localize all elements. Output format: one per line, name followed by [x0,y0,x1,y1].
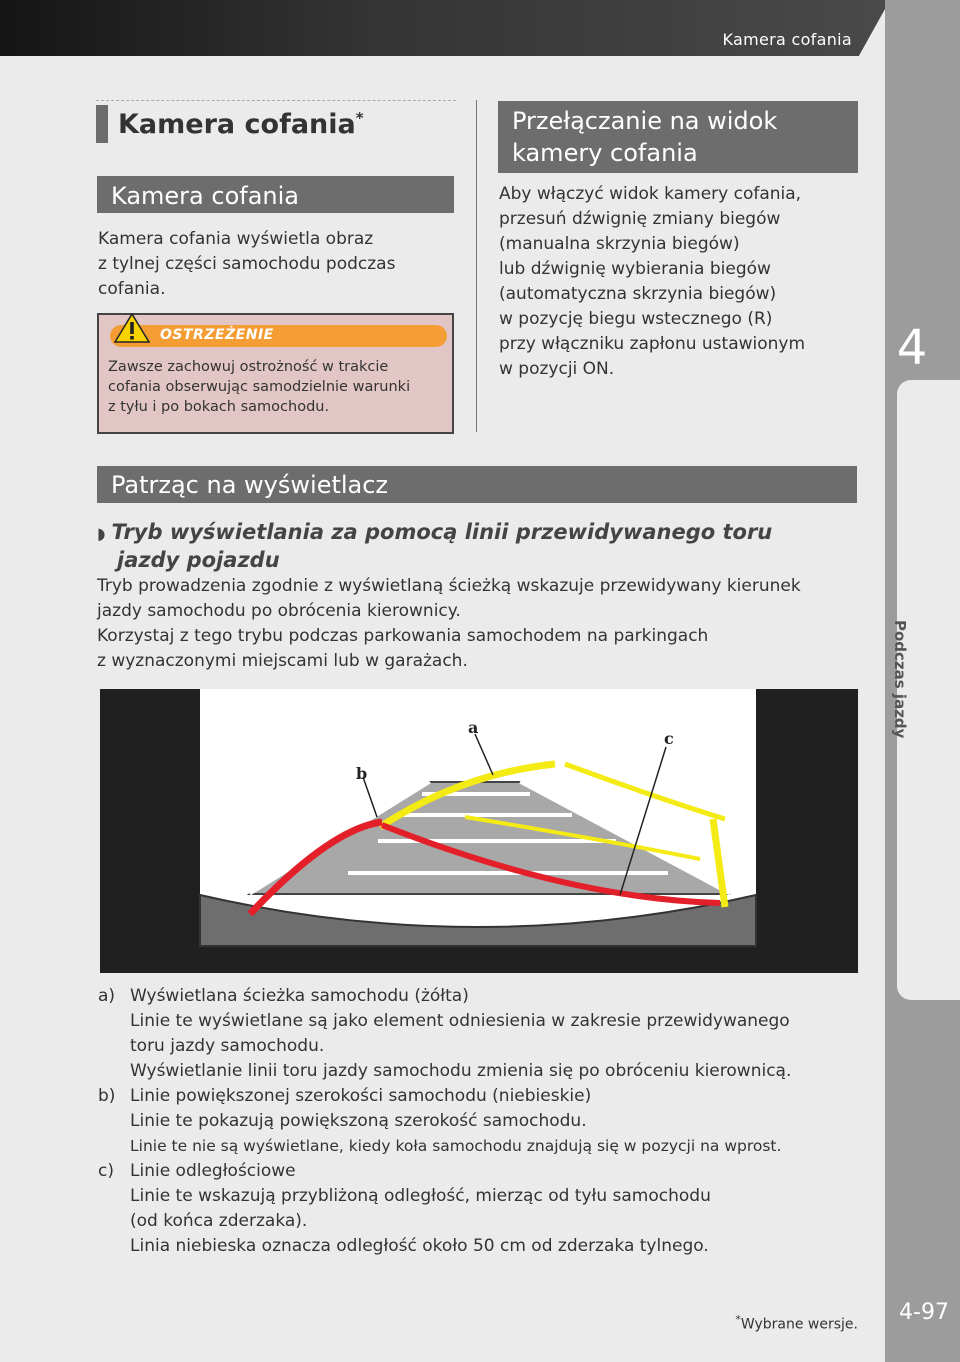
camera-description [98,227,448,302]
chapter-number: 4 [896,320,928,376]
column-divider [476,100,477,432]
warning-triangle-icon [114,313,150,343]
text-line: Aby włączyć widok kamery cofania, [499,184,802,204]
text-line: Kamera cofania wyświetla obraz [98,229,374,249]
legend-line: toru jazdy samochodu. [130,1036,325,1056]
text-line: z wyznaczonymi miejscami lub w garażach. [97,651,468,671]
subheading-line: Tryb wyświetlania za pomocą linii przewidywanego toru [111,520,773,544]
legend-title: Linie odległościowe [130,1161,296,1181]
callout-b: b [356,764,368,783]
legend-line: (od końca zderzaka). [130,1211,308,1231]
legend-item-a [98,984,868,1009]
subheading-line: jazdy pojazdu [117,548,280,572]
text-line: przy włączniku zapłonu ustawionym [499,334,806,354]
main-heading-text: Kamera cofania [118,109,356,140]
text-line: (manualna skrzynia biegów) [499,234,740,254]
version-marker: * [355,109,364,127]
text-line: w pozycji ON. [499,359,615,379]
legend-title: Linie powiększonej szerokości samochodu (niebieskie) [130,1086,592,1106]
legend-key: a) [98,986,116,1006]
warning-text [108,357,450,417]
legend-item-b [98,1084,868,1109]
heading-line: Przełączanie na widok [512,107,778,135]
main-heading [96,100,456,144]
display-description [97,574,867,674]
text-line: Korzystaj z tego trybu podczas parkowania samochodem na parkingach [97,626,709,646]
footnote [735,1313,858,1333]
legend-key: b) [98,1086,116,1106]
legend-line: Wyświetlanie linii toru jazdy samochodu zmienia się po obróceniu kierownicą. [130,1061,792,1081]
legend-line: Linie te nie są wyświetlane, kiedy koła samochodu znajdują się w pozycji na wprost. [130,1137,782,1155]
text-line: Zawsze zachowuj ostrożność w trakcie [108,359,389,375]
rear-camera-display-figure [100,689,858,973]
legend-item-c [98,1159,868,1184]
text-line: lub dźwignię wybierania biegów [499,259,771,279]
text-line: przesuń dźwignię zmiany biegów [499,209,781,229]
legend-line: Linie te pokazują powiększoną szerokość samochodu. [130,1111,587,1131]
chapter-label: Podczas jazdy [891,620,909,739]
section-heading-switching [498,101,858,173]
section-heading-display: Patrząc na wyświetlacz [97,466,857,503]
heading-line: kamery cofania [512,139,698,167]
text-line: jazdy samochodu po obrócenia kierownicy. [97,601,461,621]
text-line: Tryb prowadzenia zgodnie z wyświetlaną ścieżką wskazuje przewidywany kierunek [97,576,801,596]
page-number: 4-97 [899,1300,949,1325]
warning-title: OSTRZEŻENIE [160,327,274,343]
legend-key: c) [98,1161,114,1181]
text-line: z tylnej części samochodu podczas [98,254,396,274]
legend-line: Linie te wyświetlane są jako element odniesienia w zakresie przewidywanego [130,1011,790,1031]
header-title: Kamera cofania [722,30,852,49]
bullet-arrow-icon: ◗ [97,524,106,543]
subheading-trajectory-mode [97,519,797,573]
text-line: (automatyczna skrzynia biegów) [499,284,777,304]
camera-view-diagram [100,689,858,973]
callout-c: c [664,729,674,748]
text-line: z tyłu i po bokach samochodu. [108,399,330,415]
text-line: cofania obserwując samodzielnie warunki [108,379,411,395]
legend-title: Wyświetlana ścieżka samochodu (żółta) [130,986,469,1006]
footnote-text: Wybrane wersje. [740,1316,858,1333]
figure-legend [98,984,868,1259]
switching-instructions [499,182,859,382]
legend-line: Linie te wskazują przybliżoną odległość, mierząc od tyłu samochodu [130,1186,711,1206]
section-heading-camera: Kamera cofania [97,176,454,213]
legend-line: Linia niebieska oznacza odległość około 50 cm od zderzaka tylnego. [130,1236,709,1256]
text-line: w pozycję biegu wstecznego (R) [499,309,773,329]
callout-a: a [468,718,479,737]
heading-bar [96,105,108,143]
text-line: cofania. [98,279,166,299]
footnote-marker: * [735,1313,741,1326]
